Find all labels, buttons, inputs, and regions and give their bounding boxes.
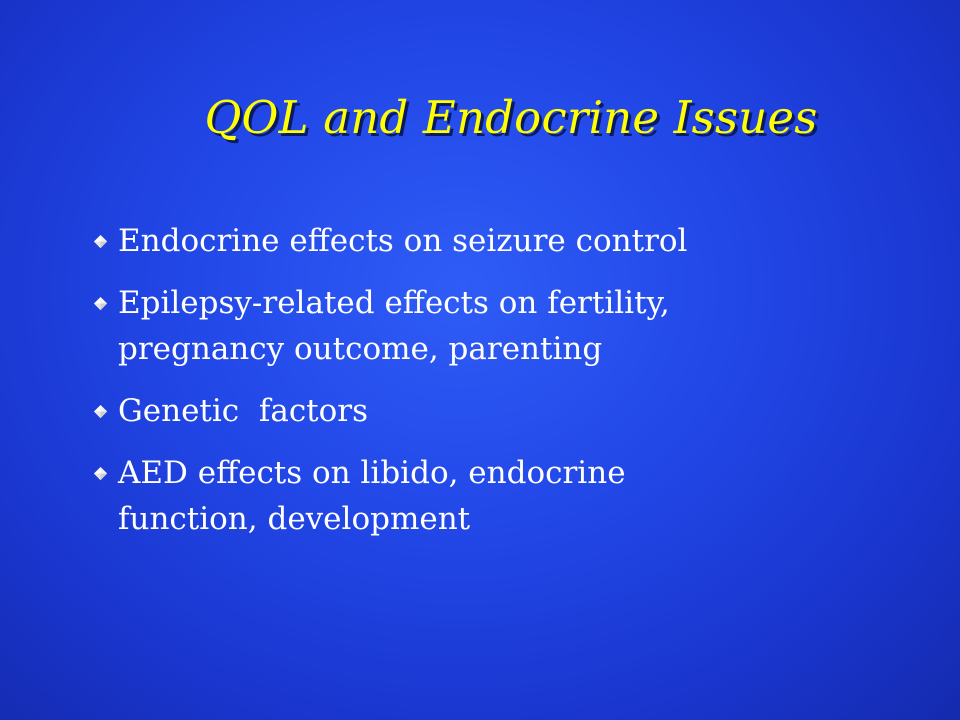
bullet-text: Genetic factors [118, 393, 369, 429]
diamond-bullet-icon [93, 466, 108, 481]
bullet-item [93, 280, 933, 372]
diamond-bullet-icon [93, 234, 108, 249]
bullet-item [93, 388, 933, 434]
bullet-text: Endocrine effects on seizure control [118, 223, 688, 259]
bullet-text-continuation: function, development [118, 501, 471, 537]
diamond-bullet-icon [93, 404, 108, 419]
slide-title: QOL and Endocrine Issues [204, 91, 818, 144]
bullet-list [93, 218, 933, 558]
bullet-text: Epilepsy-related effects on fertility, [118, 285, 670, 321]
bullet-text-continuation: pregnancy outcome, parenting [118, 331, 603, 367]
bullet-item [93, 450, 933, 542]
bullet-item [93, 218, 933, 264]
bullet-text: AED effects on libido, endocrine [118, 455, 626, 491]
diamond-bullet-icon [93, 296, 108, 311]
